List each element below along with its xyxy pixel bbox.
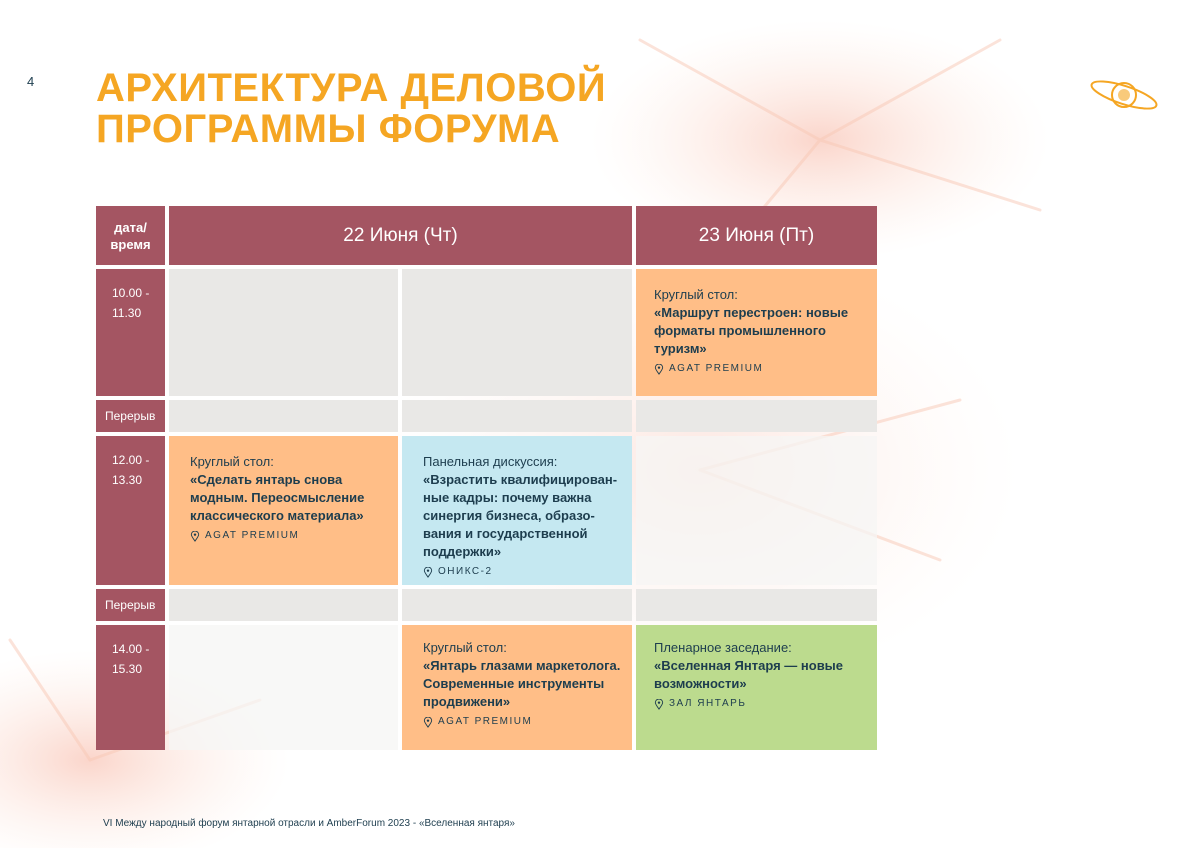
event-type: Круглый стол: [423, 640, 507, 655]
time-slot-1: 10.00 - 11.30 [96, 269, 165, 396]
empty-cell [402, 269, 632, 396]
time-slot-3: 14.00 - 15.30 [96, 625, 165, 750]
empty-cell [169, 625, 398, 750]
venue-label: AGAT PREMIUM [438, 716, 533, 727]
break-cell [169, 589, 398, 621]
break-cell [402, 400, 632, 432]
empty-cell [636, 436, 877, 585]
event-venue [654, 360, 863, 378]
break-cell [169, 400, 398, 432]
event-roundtable-amber-fashion [169, 436, 398, 585]
break-label-2: Перерыв [96, 589, 165, 621]
event-roundtable-marketing [402, 625, 632, 750]
header-day-thursday: 22 Июня (Чт) [169, 206, 632, 265]
location-pin-icon [654, 699, 664, 710]
event-panel-discussion [402, 436, 632, 585]
page-number: 4 [27, 74, 35, 89]
venue-label: ОНИКС-2 [438, 566, 493, 577]
event-type: Круглый стол: [654, 287, 738, 302]
location-pin-icon [423, 567, 433, 578]
empty-cell [169, 269, 398, 396]
event-roundtable-route [636, 269, 877, 396]
event-type: Панельная дискуссия: [423, 454, 558, 469]
planet-logo-icon [1088, 74, 1160, 114]
page-title-line-1: АРХИТЕКТУРА ДЕЛОВОЙ [96, 66, 607, 110]
break-cell [636, 400, 877, 432]
event-name: «Сделать янтарь снова модным. Переосмысление классического материала» [190, 472, 365, 523]
header-day-friday: 23 Июня (Пт) [636, 206, 877, 265]
break-label-1: Перерыв [96, 400, 165, 432]
venue-label: AGAT PREMIUM [669, 363, 764, 374]
footer-text: VI Между народный форум янтарной отрасли и AmberForum 2023 - «Вселенная янтаря» [103, 818, 515, 829]
venue-label: ЗАЛ ЯНТАРЬ [669, 698, 747, 709]
event-venue [654, 695, 863, 713]
time-slot-2: 12.00 - 13.30 [96, 436, 165, 585]
venue-label: AGAT PREMIUM [205, 530, 300, 541]
header-date-time: дата/ время [96, 206, 165, 265]
location-pin-icon [190, 531, 200, 542]
event-plenary-session [636, 625, 877, 750]
event-name: «Взрастить квалифицирован-ные кадры: почему важна синергия бизнеса, образо-вания и государственной поддержки» [423, 472, 618, 559]
event-venue [423, 563, 624, 581]
location-pin-icon [654, 364, 664, 375]
event-venue [190, 527, 384, 545]
event-type: Пленарное заседание: [654, 640, 792, 655]
break-cell [636, 589, 877, 621]
break-cell [402, 589, 632, 621]
page-title-line-2: ПРОГРАММЫ ФОРУМА [96, 107, 561, 151]
event-name: «Янтарь глазами маркетолога. Современные инструменты продвижени» [423, 658, 621, 709]
event-name: «Маршрут перестроен: новые форматы промышленного туризм» [654, 305, 849, 356]
event-type: Круглый стол: [190, 454, 274, 469]
schedule-table [96, 206, 877, 750]
event-name: «Вселенная Янтаря — новые возможности» [654, 658, 844, 691]
event-venue [423, 713, 624, 731]
page-title [96, 68, 606, 150]
location-pin-icon [423, 717, 433, 728]
